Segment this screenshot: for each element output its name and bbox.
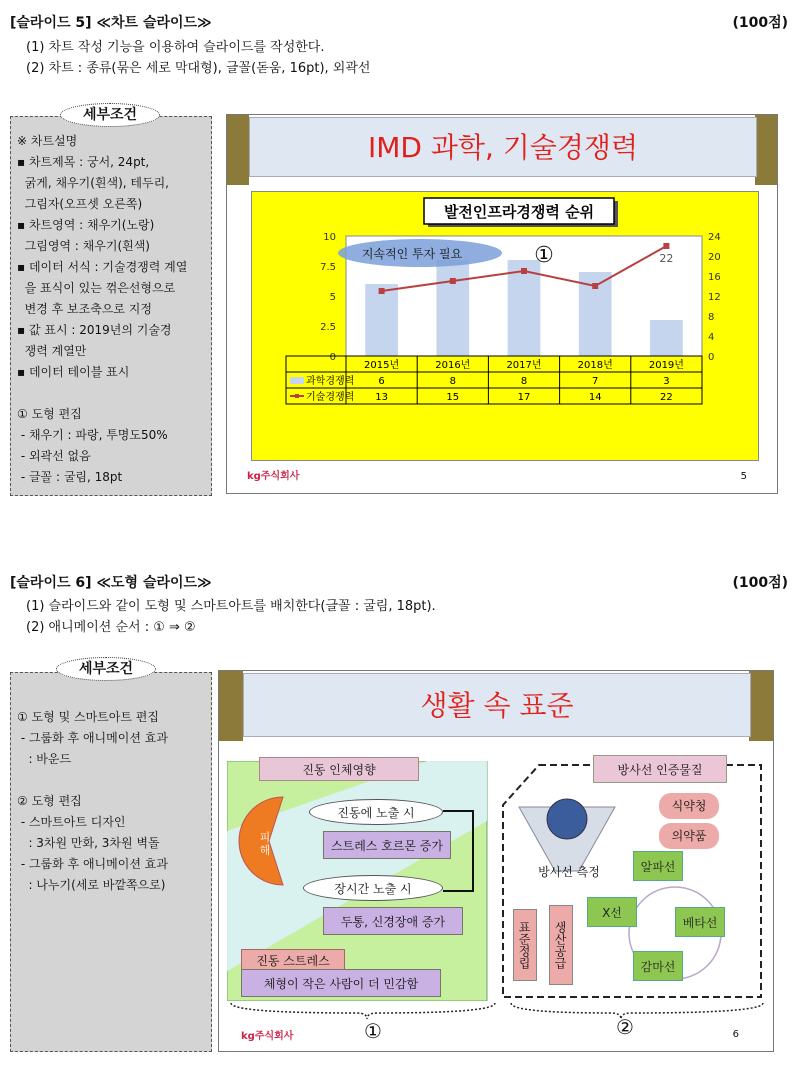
line-marker — [379, 288, 385, 294]
legend-key-marker — [295, 394, 299, 398]
stress-hormone-increase: 스트레스 호르몬 증가 — [323, 831, 451, 859]
y2-tick-label: 16 — [708, 272, 721, 283]
chart-marker: ① — [534, 243, 554, 268]
bar-과학경쟁력 — [650, 320, 683, 356]
slide5-condition-line: 굵게, 채우기(흰색), 테두리, — [17, 176, 169, 190]
table-category: 2017년 — [506, 360, 542, 371]
table-value-line: 13 — [375, 392, 388, 403]
slide6-title: 생활 속 표준 — [420, 689, 574, 722]
table-value-line: 14 — [588, 392, 602, 403]
bar-과학경쟁력 — [436, 260, 469, 356]
slide5-page-number: 5 — [740, 471, 747, 482]
slide5-condition-line: ▪ 차트영역 : 채우기(노랑) — [17, 218, 155, 232]
cylinder-exposure: 진동에 노출 시 — [309, 799, 443, 825]
slide5-preview — [226, 114, 778, 494]
y-tick-label: 2.5 — [320, 322, 336, 333]
y2-tick-label: 8 — [708, 312, 715, 323]
table-category: 2016년 — [435, 360, 471, 371]
chart-area — [251, 191, 759, 461]
slide6-condition-line: ① 도형 및 스마트아트 편집 — [17, 710, 159, 724]
investment-label: 지속적인 투자 필요 — [361, 247, 463, 261]
slide5-condition-line: ▪ 데이터 테이블 표시 — [17, 365, 130, 379]
slide6-conditions-panel — [10, 672, 212, 1052]
legend-key-bar — [290, 377, 304, 384]
badge-fda: 식약청 — [659, 793, 719, 819]
table-value-bar: 3 — [663, 376, 670, 387]
y-tick-label: 7.5 — [320, 262, 336, 273]
slide6-logo: kg주식회사 — [241, 1031, 294, 1042]
slide6-condition-line: : 나누기(세로 바깥쪽으로) — [17, 878, 166, 892]
y2-tick-label: 0 — [708, 352, 715, 363]
cylinder-long-exposure: 장시간 노출 시 — [303, 875, 443, 901]
slide5-condition-line: ※ 차트설명 — [17, 134, 78, 148]
slide6-condition-line: - 그룹화 후 애니메이션 효과 — [17, 731, 168, 745]
table-category: 2018년 — [577, 360, 613, 371]
slide5-condition-line: - 채우기 : 파랑, 투명도50% — [17, 428, 168, 442]
slide5-condition-line: ▪ 차트제목 : 궁서, 24pt, — [17, 155, 150, 169]
y2-tick-label: 24 — [708, 232, 721, 243]
slide5-condition-line: - 외곽선 없음 — [17, 449, 91, 463]
slide5-conditions-title: 세부조건 — [60, 103, 160, 127]
group-marker-1: ① — [364, 1019, 382, 1043]
funnel-ball — [547, 799, 587, 839]
slide6-points: (100점) — [732, 575, 788, 591]
cycle-xray: X선 — [587, 897, 637, 927]
slide5-title: IMD 과학, 기술경쟁력 — [367, 131, 638, 164]
headache-increase: 두통, 신경장애 증가 — [323, 907, 463, 935]
line-marker — [521, 268, 527, 274]
damage-pie-label: 피해 — [259, 831, 271, 857]
slide6-header: [슬라이드 6] ≪도형 슬라이드≫ — [10, 575, 212, 591]
table-value-bar: 8 — [520, 376, 528, 387]
cycle-beta: 베타선 — [675, 907, 725, 937]
slide5-condition-line: ▪ 값 표시 : 2019년의 기술경 — [17, 323, 172, 337]
y2-tick-label: 4 — [708, 332, 715, 343]
table-value-bar: 6 — [378, 376, 385, 387]
table-value-bar: 7 — [592, 376, 599, 387]
slide6-page-number: 6 — [732, 1029, 739, 1040]
y2-tick-label: 12 — [708, 292, 721, 303]
group-brackets — [227, 1001, 767, 1021]
slide6-condition-line: : 바운드 — [17, 752, 72, 766]
line-marker — [450, 278, 456, 284]
slide5-condition-line: 그림영역 : 채우기(흰색) — [17, 239, 150, 253]
data-label: 22 — [659, 252, 674, 265]
slide6-preview — [218, 670, 774, 1052]
slide5-condition-line: 그림자(오프셋 오른쪽) — [17, 197, 143, 211]
slide5-condition-line: 변경 후 보조축으로 지정 — [17, 302, 152, 316]
slide5-instruction-2: (2) 차트 : 종류(묶은 세로 막대형), 글꼴(돋움, 16pt), 외곽선 — [26, 61, 371, 76]
radiation-material-label: 방사선 인증물질 — [593, 755, 727, 783]
y-tick-label: 10 — [323, 232, 336, 243]
cycle-gamma: 감마선 — [633, 951, 683, 981]
chart-svg — [252, 192, 760, 462]
slide5-condition-line: 쟁력 계열만 — [17, 344, 87, 358]
chart-title: 발전인프라경쟁력 순위 — [443, 203, 595, 221]
slide5-logo: kg주식회사 — [247, 471, 300, 482]
badge-medicine: 의약품 — [659, 823, 719, 849]
connector-lines — [443, 807, 483, 897]
table-value-line: 17 — [517, 392, 531, 403]
slide5-title-box — [249, 117, 757, 177]
table-category: 2015년 — [364, 360, 400, 371]
cycle-alpha: 알파선 — [633, 851, 683, 881]
table-value-line: 22 — [660, 392, 673, 403]
slide5-points: (100점) — [732, 15, 788, 31]
slide6-condition-line — [17, 770, 168, 791]
line-marker — [592, 283, 598, 289]
vibration-effect-label: 진동 인체영향 — [259, 757, 419, 781]
line-marker — [663, 243, 669, 249]
slide6-condition-line: - 스마트아트 디자인 — [17, 815, 126, 829]
standardization-label: 표준정립 — [513, 909, 537, 981]
slide6-title-box — [243, 673, 751, 737]
table-value-line: 15 — [446, 392, 460, 403]
slide6-condition-line: - 그룹화 후 애니메이션 효과 — [17, 857, 168, 871]
bar-과학경쟁력 — [365, 284, 398, 356]
y-tick-label: 5 — [329, 292, 336, 303]
slide5-condition-line: ① 도형 편집 — [17, 407, 82, 421]
slide6-conditions-title: 세부조건 — [56, 657, 156, 681]
slide5-condition-line: - 글꼴 : 굴림, 18pt — [17, 470, 123, 484]
slide5-conditions-panel — [10, 116, 212, 496]
table-series-name: 과학경쟁력 — [306, 376, 355, 387]
sensitive-note: 체형이 작은 사람이 더 민감함 — [241, 969, 441, 997]
y-tick-label: 0 — [329, 352, 336, 363]
y2-tick-label: 20 — [708, 252, 721, 263]
slide6-condition-line: ② 도형 편집 — [17, 794, 82, 808]
slide6-instruction-1: (1) 슬라이드와 같이 도형 및 스마트아트를 배치한다(글꼴 : 굴림, 18pt). — [26, 599, 436, 614]
production-supply-label: 생산공급 — [549, 905, 573, 985]
slide6-instruction-2: (2) 애니메이션 순서 : ① ⇒ ② — [26, 620, 196, 635]
right-group-border — [499, 761, 765, 1001]
radiation-measure-label: 방사선 측정 — [538, 865, 600, 879]
group-marker-2: ② — [616, 1015, 634, 1039]
table-category: 2019년 — [648, 360, 684, 371]
vibration-stress-label: 진동 스트레스 — [241, 949, 345, 971]
table-value-bar: 8 — [449, 376, 456, 387]
slide5-header: [슬라이드 5] ≪차트 슬라이드≫ — [10, 15, 212, 31]
slide5-instruction-1: (1) 차트 작성 기능을 이용하여 슬라이드를 작성한다. — [26, 40, 325, 55]
slide5-condition-line — [17, 383, 187, 404]
slide5-condition-line: 을 표식이 있는 꺾은선형으로 — [17, 281, 176, 295]
slide6-condition-line: : 3차원 만화, 3차원 벽돌 — [17, 836, 160, 850]
slide5-condition-line: ▪ 데이터 서식 : 기술경쟁력 계열 — [17, 260, 188, 274]
table-series-name: 기술경쟁력 — [306, 392, 355, 403]
